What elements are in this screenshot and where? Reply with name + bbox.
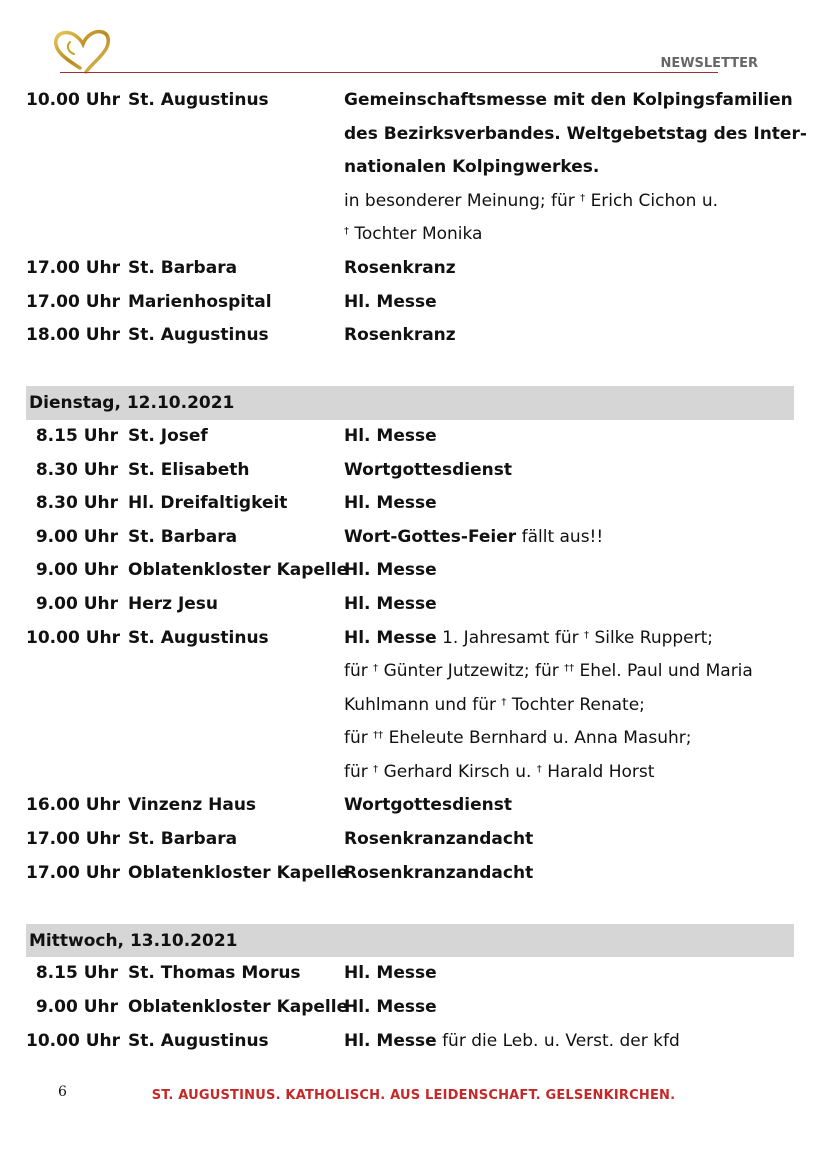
time: 8.30 Uhr: [35, 493, 118, 514]
service-title: Rosenkranzandacht: [344, 862, 534, 883]
time: 18.00 Uhr: [26, 325, 120, 346]
page-number: 6: [58, 1084, 67, 1100]
schedule-row: [26, 286, 794, 320]
schedule-row: [26, 622, 794, 656]
time: 10.00 Uhr: [26, 627, 120, 648]
service-title: Wort-Gottes-Feier fällt aus!!: [344, 526, 604, 547]
day-heading-tuesday: Dienstag, 12.10.2021: [26, 386, 794, 420]
schedule-row-cont: [26, 655, 794, 689]
newsletter-label: NEWSLETTER: [660, 56, 758, 71]
service-title: Hl. Messe: [344, 291, 437, 312]
intention: für † Gerhard Kirsch u. † Harald Horst: [344, 761, 655, 782]
header-divider: [60, 72, 718, 73]
location: St. Augustinus: [128, 325, 269, 346]
location: Oblatenkloster Kapelle: [128, 862, 349, 883]
service-title: Hl. Messe: [344, 963, 437, 984]
intention: für † Günter Jutzewitz; für †† Ehel. Paul und Maria: [344, 661, 753, 682]
schedule-row: [26, 957, 794, 991]
location: Hl. Dreifaltigkeit: [128, 493, 288, 514]
footer-slogan: ST. AUGUSTINUS. KATHOLISCH. AUS LEIDENSCHAFT. GELSENKIRCHEN.: [151, 1088, 676, 1103]
schedule-row: [26, 521, 794, 555]
schedule-row: [26, 420, 794, 454]
time: 8.15 Uhr: [35, 963, 118, 984]
service-title: Rosenkranzandacht: [344, 829, 534, 850]
schedule-row: [26, 588, 794, 622]
time: 9.00 Uhr: [35, 997, 118, 1018]
schedule-row: [26, 1025, 794, 1059]
location: Marienhospital: [128, 291, 272, 312]
schedule-row: [26, 487, 794, 521]
location: St. Thomas Morus: [128, 963, 301, 984]
time: 10.00 Uhr: [26, 1030, 120, 1051]
location: Vinzenz Haus: [128, 795, 257, 816]
time: 17.00 Uhr: [26, 291, 120, 312]
time: 9.00 Uhr: [35, 593, 118, 614]
schedule-row: [26, 454, 794, 488]
time: 17.00 Uhr: [26, 829, 120, 850]
location: Herz Jesu: [128, 593, 219, 614]
schedule-row-cont: [26, 185, 794, 219]
service-title-cont: des Bezirksverbandes. Weltgebetstag des Inter-: [344, 123, 807, 144]
service-title: Gemeinschaftsmesse mit den Kolpingsfamilien: [344, 90, 793, 110]
location: St. Barbara: [128, 829, 238, 850]
service-title: Rosenkranz: [344, 325, 456, 346]
schedule-row: [26, 554, 794, 588]
service-title: Hl. Messe: [344, 997, 437, 1018]
time: 10.00 Uhr: [26, 90, 120, 110]
service-title: Hl. Messe: [344, 493, 437, 514]
schedule-row: [26, 319, 794, 353]
location: Oblatenkloster Kapelle: [128, 560, 349, 581]
schedule-row-cont: [26, 118, 807, 152]
location: St. Augustinus: [128, 627, 269, 648]
time: 17.00 Uhr: [26, 862, 120, 883]
time: 17.00 Uhr: [26, 257, 120, 278]
time: 8.30 Uhr: [35, 459, 118, 480]
time: 9.00 Uhr: [35, 526, 118, 547]
service-title: Hl. Messe für die Leb. u. Verst. der kfd: [344, 1030, 680, 1051]
location: St. Augustinus: [128, 1030, 269, 1051]
intention: † Tochter Monika: [344, 224, 483, 245]
schedule: [26, 84, 807, 1058]
heart-logo-icon: [50, 28, 114, 74]
schedule-row: [26, 252, 794, 286]
spacer: [26, 890, 794, 924]
time: 16.00 Uhr: [26, 795, 120, 816]
schedule-row: [26, 84, 794, 118]
schedule-row: [26, 857, 794, 891]
service-title: Hl. Messe: [344, 560, 437, 581]
time: 9.00 Uhr: [35, 560, 118, 581]
location: St. Elisabeth: [128, 459, 250, 480]
spacer: [26, 353, 794, 387]
schedule-row-cont: [26, 218, 794, 252]
service-title: Wortgottesdienst: [344, 795, 512, 816]
schedule-row: [26, 823, 794, 857]
intention: in besonderer Meinung; für † Erich Cichon u.: [344, 190, 719, 211]
location: St. Barbara: [128, 526, 238, 547]
schedule-row: [26, 991, 794, 1025]
schedule-row-cont: [26, 151, 794, 185]
location: Oblatenkloster Kapelle: [128, 997, 349, 1018]
schedule-row-cont: [26, 689, 794, 723]
service-title-cont: nationalen Kolpingwerkes.: [344, 157, 600, 178]
day-heading-wednesday: Mittwoch, 13.10.2021: [26, 924, 794, 958]
location: St. Augustinus: [128, 90, 269, 110]
intention: Kuhlmann und für † Tochter Renate;: [344, 694, 645, 715]
schedule-row-cont: [26, 722, 794, 756]
time: 8.15 Uhr: [35, 425, 118, 446]
service-title: Rosenkranz: [344, 257, 456, 278]
schedule-row-cont: [26, 756, 794, 790]
intention: für †† Eheleute Bernhard u. Anna Masuhr;: [344, 728, 692, 749]
service-title: Hl. Messe 1. Jahresamt für † Silke Ruppert;: [344, 627, 714, 648]
location: St. Josef: [128, 425, 208, 446]
service-title: Hl. Messe: [344, 593, 437, 614]
schedule-row: [26, 789, 794, 823]
service-title: Hl. Messe: [344, 425, 437, 446]
location: St. Barbara: [128, 257, 238, 278]
service-title: Wortgottesdienst: [344, 459, 512, 480]
